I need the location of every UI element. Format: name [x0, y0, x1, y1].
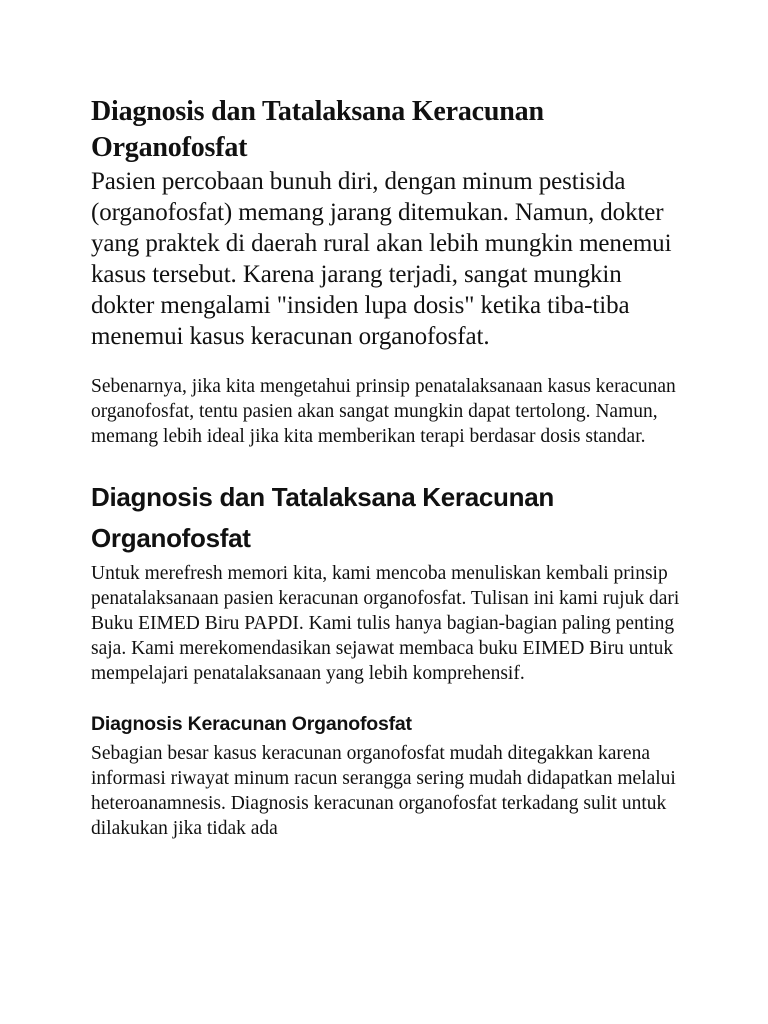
body-paragraph-2: Untuk merefresh memori kita, kami mencoba menuliskan kembali prinsip penatalaksanaan pasien keracunan organofosfat. Tulisan ini kami rujuk dari Buku EIMED Biru PAPDI. Kami tulis hanya bagian-bagian paling penting saja. Kami merekomendasikan sejawat membaca buku EIMED Biru untuk mempelajari penatalaksanaan yang lebih komprehensif.: [91, 563, 680, 684]
section-heading: Diagnosis dan Tatalaksana Keracunan Organofosfat: [91, 482, 554, 553]
body-paragraph-1: Sebenarnya, jika kita mengetahui prinsip penatalaksanaan kasus keracunan organofosfat, tentu pasien akan sangat mungkin dapat tertolong. Namun, memang lebih ideal jika kita memberikan terapi berdasar dosis standar.: [91, 376, 676, 447]
document-title: Diagnosis dan Tatalaksana Keracunan Organofosfat: [91, 96, 544, 163]
intro-paragraph: Pasien percobaan bunuh diri, dengan minum pestisida (organofosfat) memang jarang ditemukan. Namun, dokter yang praktek di daerah rural akan lebih mungkin menemui kasus tersebut. Karena jarang terjadi, sangat mungkin dokter mengalami "insiden lupa dosis" ketika tiba-tiba menemui kasus keracunan organofosfat.: [91, 168, 672, 350]
body-paragraph-3: Sebagian besar kasus keracunan organofosfat mudah ditegakkan karena informasi riwayat minum racun serangga sering mudah didapatkan melalui heteroanamnesis. Diagnosis keracunan organofosfat terkadang sulit untuk dilakukan jika tidak ada: [91, 743, 676, 839]
subsection-heading: Diagnosis Keracunan Organofosfat: [91, 713, 412, 735]
document-page: [91, 94, 691, 841]
